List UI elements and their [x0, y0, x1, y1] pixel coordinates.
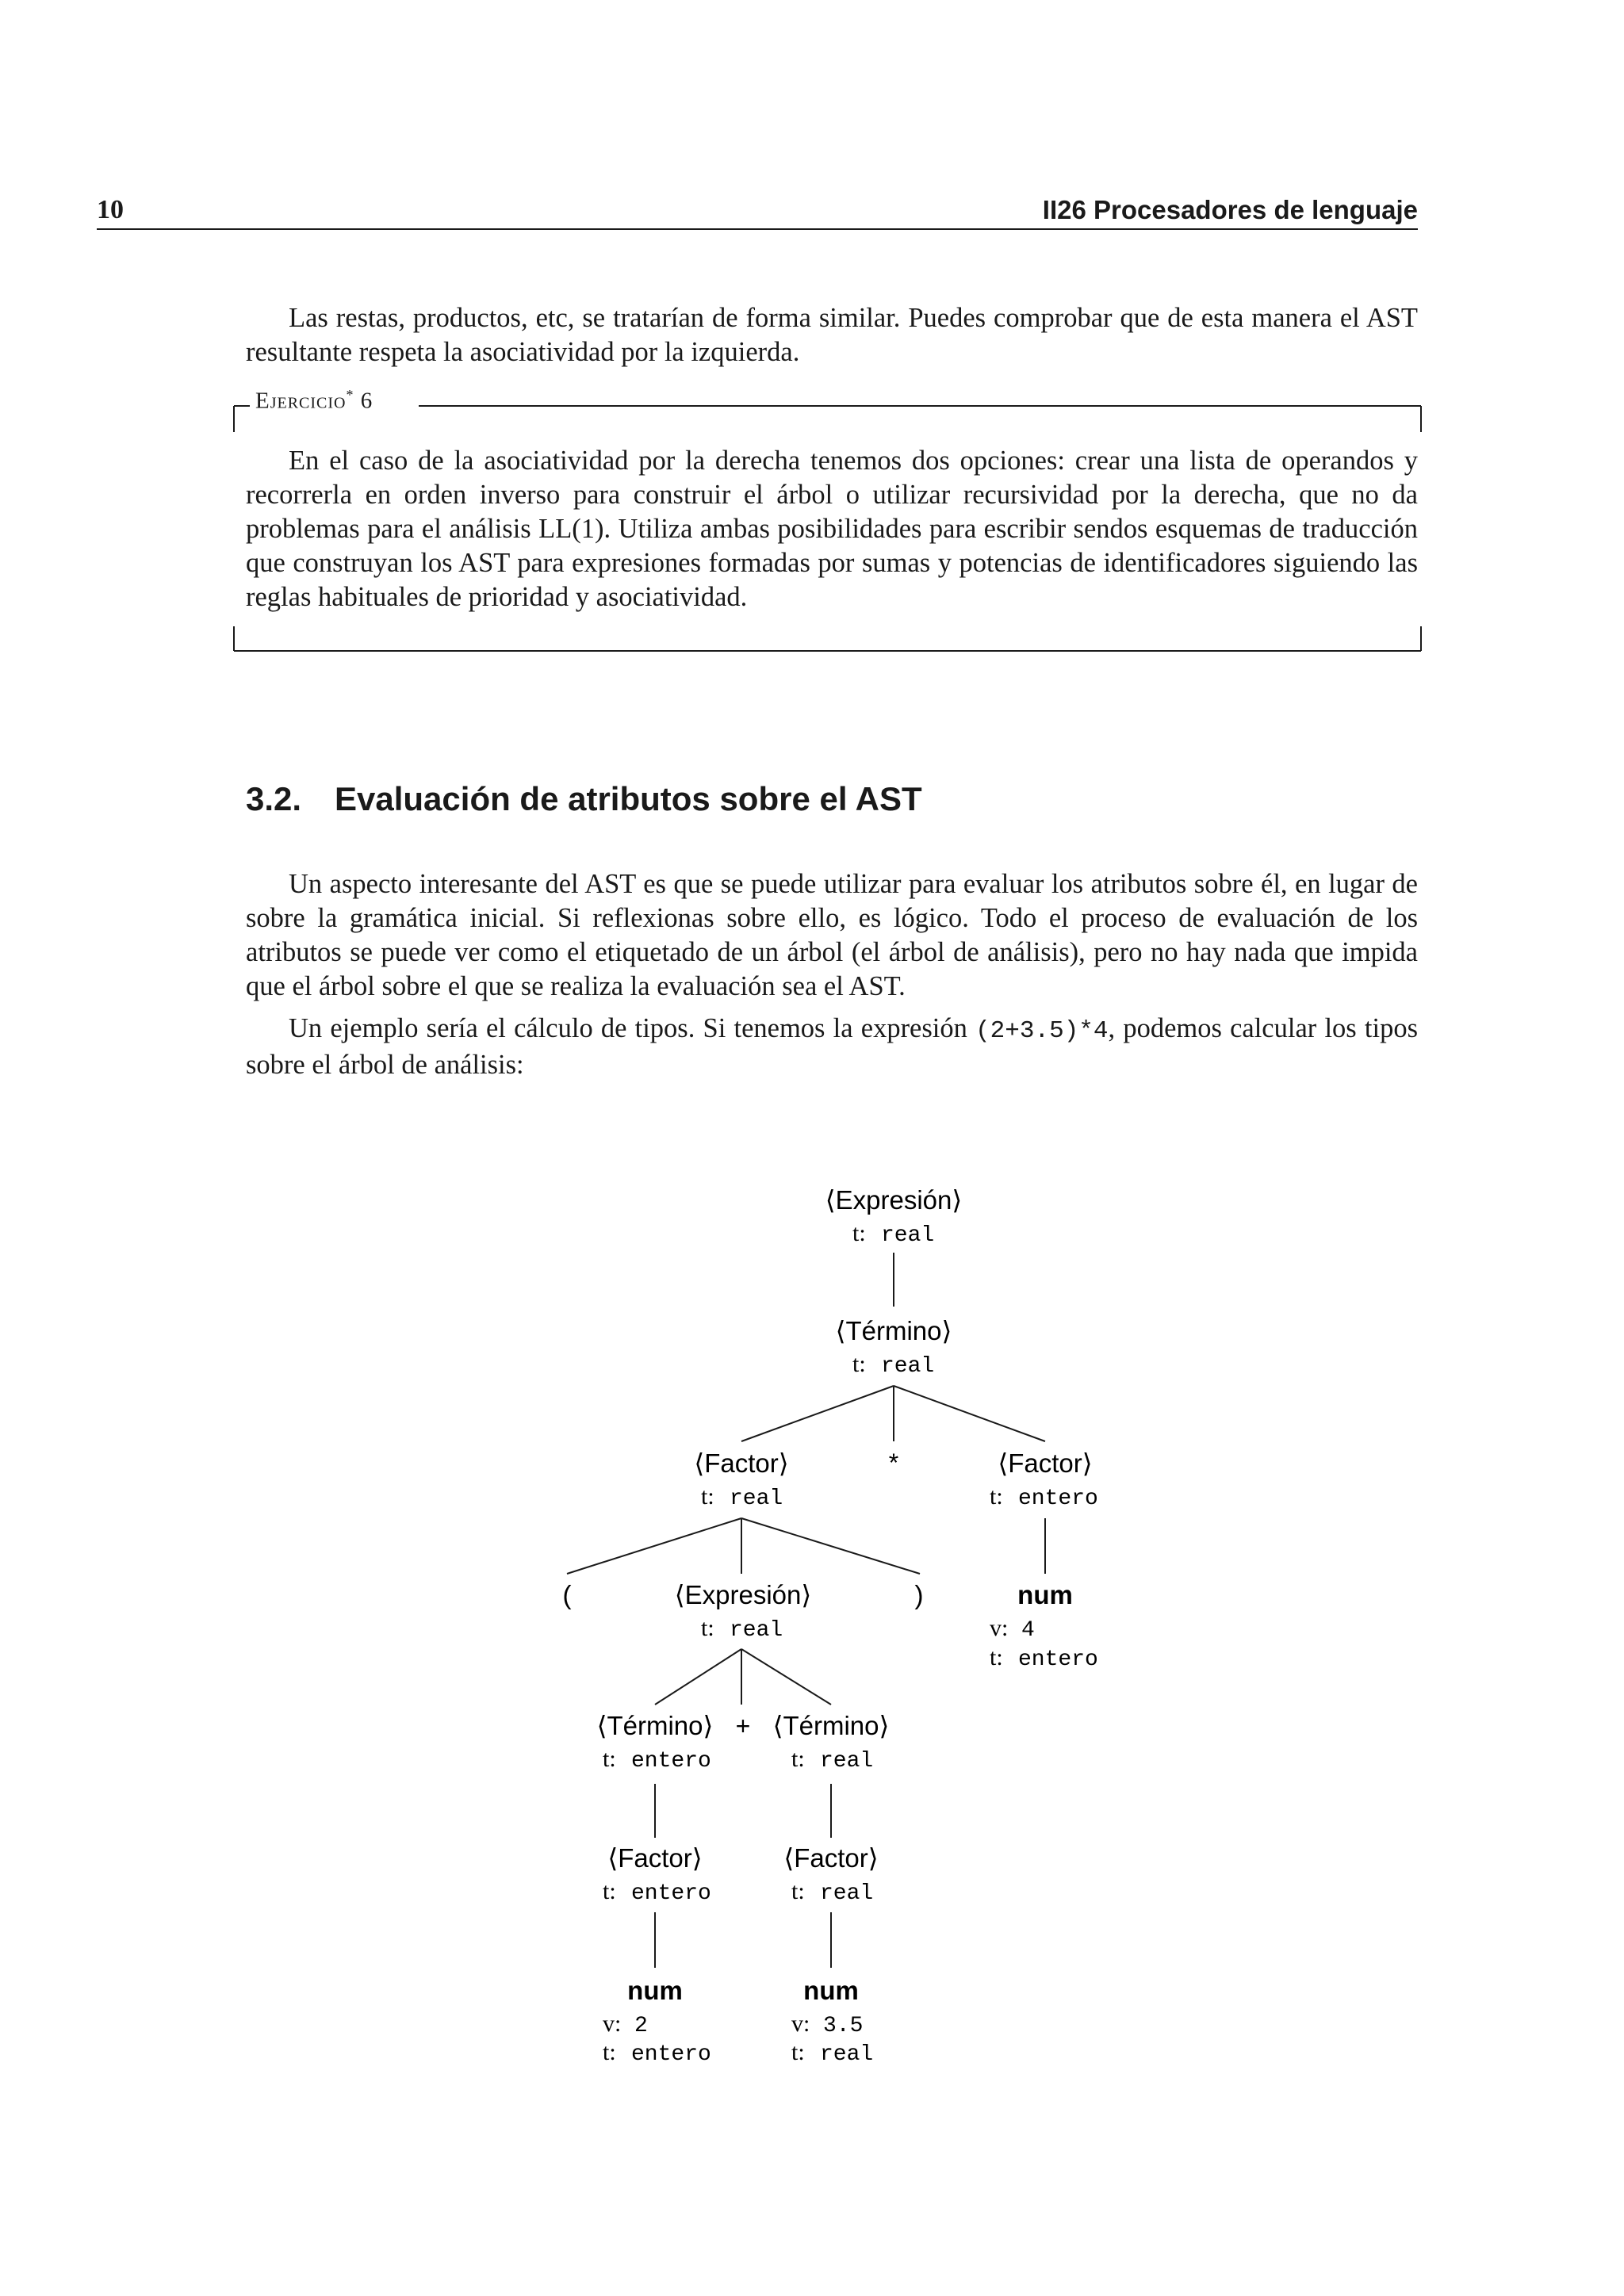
attr-t-label: t: [852, 1351, 866, 1377]
attr-value: entero [1018, 1487, 1098, 1511]
node-factor-left: ⟨Factor⟩ [694, 1448, 789, 1478]
attr-v-label: v: [990, 1615, 1009, 1641]
attr-value: 3.5 [823, 2014, 864, 2038]
exercise-label: Ejercicio* 6 [255, 387, 373, 414]
attr-t-label: t: [701, 1615, 714, 1641]
attr-value: real [881, 1223, 935, 1248]
exercise-text: En el caso de la asociatividad por la derecha tenemos dos opciones: crear una lista de operandos y recorrerla en orden inverso para construir el árbol o utilizar recursividad por la derecha, que no da problemas para el análisis LL(1). Utiliza ambas posibilidades para escribir sendos esquemas de traducción que construyan los AST para expresiones formadas por sumas y potencias de identificadores siguiendo las reglas habituales de prioridad y asociatividad. [246, 446, 1418, 612]
attr-t-label: t: [791, 1878, 805, 1904]
attr-t-label: t: [603, 1746, 616, 1772]
attr-value: real [730, 1618, 783, 1643]
attr-value: 4 [1021, 1618, 1035, 1643]
attr-t-label: t: [990, 1644, 1003, 1670]
section-paragraph-2: Un ejemplo sería el cálculo de tipos. Si tenemos la expresión (2+3.5)*4, podemos calcular los tipos sobre el árbol de análisis: [246, 1013, 1418, 1080]
attr-value: real [820, 2042, 874, 2067]
node-expresion-inner: ⟨Expresión⟩ [674, 1580, 812, 1609]
node-num-3-5: num [803, 1976, 859, 2005]
node-num-2: num [627, 1976, 683, 2005]
attr-value: real [730, 1487, 783, 1511]
page-number: 10 [97, 195, 124, 224]
node-times: * [886, 1451, 902, 1480]
attr-v-label: v: [603, 2011, 622, 2037]
attr-v-label: v: [791, 2011, 810, 2037]
edge-term-factor-left [741, 1386, 894, 1441]
edge-term-factor-right [894, 1386, 1045, 1441]
attr-value: real [820, 1881, 874, 1906]
attr-value: entero [631, 1749, 711, 1774]
attr-value: entero [631, 2042, 711, 2067]
attr-t-label: t: [852, 1220, 866, 1246]
section-heading: 3.2. Evaluación de atributos sobre el AST [246, 780, 922, 817]
node-factor-a: ⟨Factor⟩ [607, 1843, 703, 1873]
node-num-4: num [1017, 1580, 1073, 1609]
node-factor-b: ⟨Factor⟩ [783, 1843, 879, 1873]
attr-t-label: t: [990, 1483, 1003, 1510]
attr-t-label: t: [603, 2039, 616, 2065]
node-rparen: ) [914, 1580, 924, 1609]
edge-expr-term-a [655, 1649, 741, 1705]
node-factor-right: ⟨Factor⟩ [998, 1448, 1093, 1478]
edge-factor-rparen [741, 1518, 920, 1574]
attr-value: entero [631, 1881, 711, 1906]
node-termino-root: ⟨Término⟩ [835, 1316, 952, 1345]
attr-value: 2 [634, 2014, 648, 2038]
attr-t-label: t: [603, 1878, 616, 1904]
intro-paragraph: Las restas, productos, etc, se tratarían de forma similar. Puedes comprobar que de esta manera el AST resultante respeta la asociatividad por la izquierda. [246, 303, 1418, 367]
node-plus: + [735, 1713, 751, 1743]
attr-value: entero [1018, 1647, 1098, 1672]
attr-value: real [881, 1354, 935, 1379]
running-title: II26 Procesadores de lenguaje [1042, 195, 1418, 224]
node-termino-b: ⟨Término⟩ [772, 1711, 890, 1740]
section-paragraph-1: Un aspecto interesante del AST es que se puede utilizar para evaluar los atributos sobre él, en lugar de sobre la gramática inicial. Si reflexionas sobre ello, es lógico. Todo el proceso de evaluación de los atributos se puede ver como el etiquetado de un árbol (el árbol de análisis), pero no hay nada que impida que el árbol sobre el que se realiza la evaluación sea el AST. [246, 869, 1418, 1001]
attr-t-label: t: [701, 1483, 714, 1510]
attr-t-label: t: [791, 1746, 805, 1772]
edge-expr-term-b [741, 1649, 831, 1705]
node-lparen: ( [562, 1580, 572, 1609]
attr-t-label: t: [791, 2039, 805, 2065]
node-expresion-root: ⟨Expresión⟩ [825, 1185, 963, 1215]
attr-value: real [820, 1749, 874, 1774]
node-termino-a: ⟨Término⟩ [596, 1711, 714, 1740]
edge-factor-lparen [567, 1518, 741, 1574]
